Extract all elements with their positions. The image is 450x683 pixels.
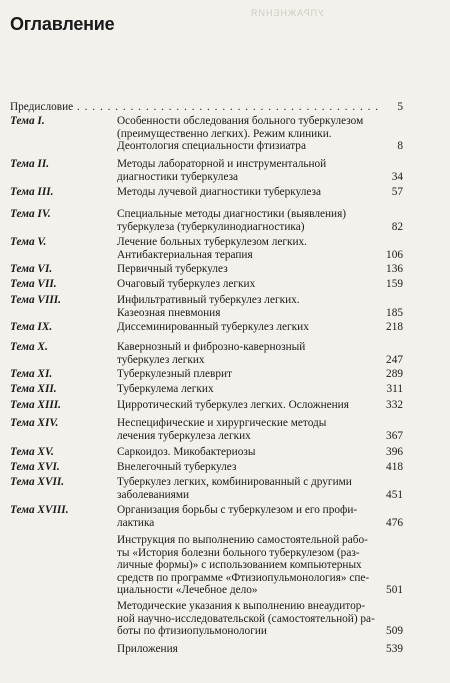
toc-entry-label: Тема III. [10,186,54,198]
toc-entry-title [117,115,379,153]
toc-entry-label: Тема II. [10,158,50,170]
toc-entry-title [117,461,379,474]
toc-entry-title-line: Организация борьбы с туберкулезом и его профи- [117,504,358,516]
toc-entry-title-line: Деонтология специальности фтизиатра [117,140,306,153]
toc-entry-title [117,278,379,291]
toc-entry-page-number: 159 [386,278,403,290]
toc-entry-page-number: 185 [386,306,403,319]
toc-entry-page-number: 501 [386,584,403,597]
toc-entry-label: Тема V. [10,236,47,248]
toc-entry-page-number: 332 [386,399,403,411]
toc-entry-label: Тема XVII. [10,476,65,488]
toc-entry-title-line: Диссеминированный туберкулез легких [117,321,309,333]
toc-entry-title-line: Первичный туберкулез [117,263,228,275]
toc-entry-title-line: Цирротический туберкулез легких. Осложнения [117,399,349,411]
toc-entry-title-line: циальности «Лечебное дело» [117,584,258,597]
toc-entry-title-line: средств по программе «Фтизиопульмонология» спе- [117,571,370,584]
toc-entry-title [117,383,379,396]
toc-entry-title [10,101,380,114]
toc-entry-title-line: туберкулеза (туберкулинодиагностика) [117,220,305,233]
toc-entry-page-number: 289 [386,368,403,380]
page-title: Оглавление [10,14,115,34]
toc-entry-page-number: 57 [391,186,403,198]
toc-entry-title [117,446,379,459]
toc-entry-page-number: 451 [386,488,403,501]
toc-entry-page-number: 539 [386,643,403,655]
toc-entry-label: Тема VI. [10,263,53,275]
toc-entry-title [117,236,379,261]
toc-entry-title [117,263,379,276]
toc-entry-title-line: Неспецифические и хирургические методы [117,417,327,429]
toc-entry-page-number: 106 [386,248,403,261]
toc-entry-title-line: Инструкция по выполнению самостоятельной рабо- [117,534,368,546]
toc-entry-title [117,417,379,442]
toc-entry-title-line: туберкулез легких [117,353,205,366]
toc-entry-page-number: 367 [386,429,403,442]
toc-entry-title [117,476,379,501]
toc-entry-title-line: боты по фтизиопульмонологии [117,625,267,638]
toc-entry-page-number: 34 [391,170,403,183]
toc-entry-title [117,504,379,529]
toc-entry-title-line: ной научно-исследовательской (самостоятельной) ра- [117,612,375,625]
toc-entry-page-number: 218 [386,321,403,333]
bleed-through-text: УПРАЖНЕНИЯ [250,8,324,18]
toc-entry-title-line: диагностики туберкулеза [117,170,239,183]
toc-entry-title [117,186,379,199]
toc-entry-title-line: лечения туберкулеза легких [117,429,251,442]
toc-entry-page-number: 136 [386,263,403,275]
toc-entry-title [117,643,379,656]
toc-entry-title-line: Приложения [117,643,178,655]
toc-entry-title-line: Особенности обследования больного туберкулезом [117,115,364,127]
toc-entry-label: Тема VII. [10,278,57,290]
toc-entry-page-number: 476 [386,516,403,529]
toc-entry-title-line: Методы лучевой диагностики туберкулеза [117,186,322,198]
toc-entry-title-line: (преимущественно легких). Режим клиники. [117,127,332,140]
toc-entry-label: Тема XV. [10,446,54,458]
toc-entry-title-line: Внелегочный туберкулез [117,461,237,473]
toc-entry-title-line: Предисловие . . . [10,101,380,114]
toc-entry-title [117,600,379,638]
toc-entry-title [117,534,379,597]
toc-entry-page-number: 509 [386,625,403,638]
toc-entry-label: Тема XVIII. [10,504,69,516]
toc-entry-title-line: Методические указания к выполнению внеаудитор- [117,600,366,612]
toc-entry-page-number: 311 [386,383,403,395]
toc-entry-label: Тема X. [10,341,48,353]
toc-entry-label: Тема IV. [10,208,51,220]
toc-entry-page-number: 5 [397,101,403,113]
toc-entry-label: Тема VIII. [10,294,61,306]
toc-entry-page-number: 8 [397,140,403,153]
toc-entry-title-line: личные формы)» с использованием компьютерных [117,559,362,572]
toc-entry-title-line: Кавернозный и фиброзно-кавернозный [117,341,306,353]
toc-entry-title-line: Инфильтративный туберкулез легких. [117,294,300,306]
toc-entry-title [117,341,379,366]
toc-entry-title-line: заболеваниями [117,488,190,501]
toc-entry-label: Тема XIV. [10,417,59,429]
toc-entry-title-line: Туберкулез легких, комбинированный с другими [117,476,352,488]
toc-entry-title [117,368,379,381]
toc-entry-label: Тема XI. [10,368,53,380]
toc-entry-title [117,208,379,233]
toc-entry-label: Тема I. [10,115,45,127]
toc-entry-title-line: лактика [117,516,155,529]
toc-entry-title-line: Саркоидоз. Микобактериозы [117,446,256,458]
toc-entry-title [117,158,379,183]
toc-entry-page-number: 396 [386,446,403,458]
toc-entry-title [117,321,379,334]
toc-entry-label: Тема IX. [10,321,53,333]
toc-entry-title [117,294,379,319]
toc-entry-title-line: Очаговый туберкулез легких [117,278,256,290]
toc-entry-label: Тема XVI. [10,461,60,473]
toc-entry-title [117,399,379,412]
toc-entry-label: Тема XII. [10,383,57,395]
toc-entry-title-line: Лечение больных туберкулезом легких. [117,236,308,248]
toc-entry-title-line: Антибактериальная терапия [117,248,253,261]
toc-entry-title-line: Туберкулема легких [117,383,214,395]
toc-entry-title-line: ты «История болезни больного туберкулезом (раз- [117,546,360,559]
toc-entry-title-line: Методы лабораторной и инструментальной [117,158,327,170]
toc-entry-page-number: 418 [386,461,403,473]
toc-entry-label: Тема XIII. [10,399,61,411]
toc-entry-page-number: 247 [386,353,403,366]
toc-entry-title-line: Казеозная пневмония [117,306,221,319]
toc-entry-title-line: Туберкулезный плеврит [117,368,232,380]
toc-entry-page-number: 82 [391,220,403,233]
toc-entry-title-line: Специальные методы диагностики (выявления) [117,208,347,220]
